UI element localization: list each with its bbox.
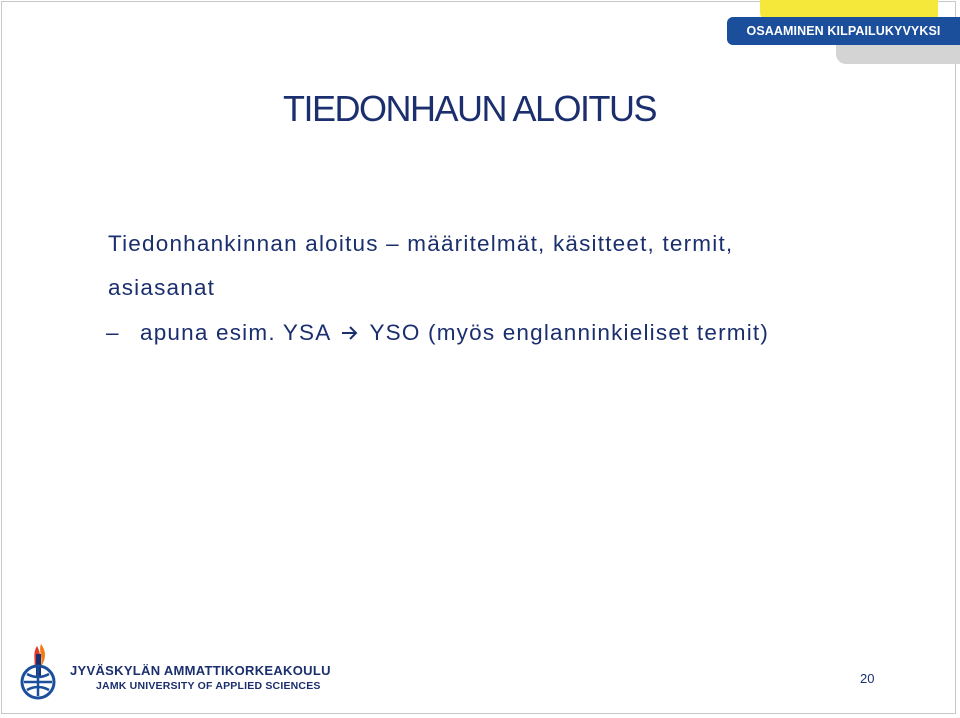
slide-title: TIEDONHAUN ALOITUS: [283, 88, 657, 129]
bullet-line-2: asiasanat: [108, 275, 216, 300]
jamk-emblem-icon: [14, 642, 66, 700]
subbullet-part-2: YSO (myös englanninkieliset termit): [369, 320, 770, 345]
banner-text: OSAAMINEN KILPAILUKYVYKSI: [746, 24, 941, 38]
subbullet-dash: –: [106, 320, 120, 345]
bullet-text: [108, 222, 928, 310]
logo-name: JYVÄSKYLÄN AMMATTIKORKEAKOULU: [70, 663, 331, 678]
arrow-right-icon: [341, 311, 359, 355]
logo-subtitle: JAMK UNIVERSITY OF APPLIED SCIENCES: [96, 680, 321, 692]
subbullet-part-1: apuna esim. YSA: [140, 320, 332, 345]
bullet-line-1: Tiedonhankinnan aloitus – määritelmät, käsitteet, termit,: [108, 231, 734, 256]
banner: [727, 17, 960, 45]
subbullet: [106, 311, 769, 355]
page-number: 20: [860, 671, 875, 686]
